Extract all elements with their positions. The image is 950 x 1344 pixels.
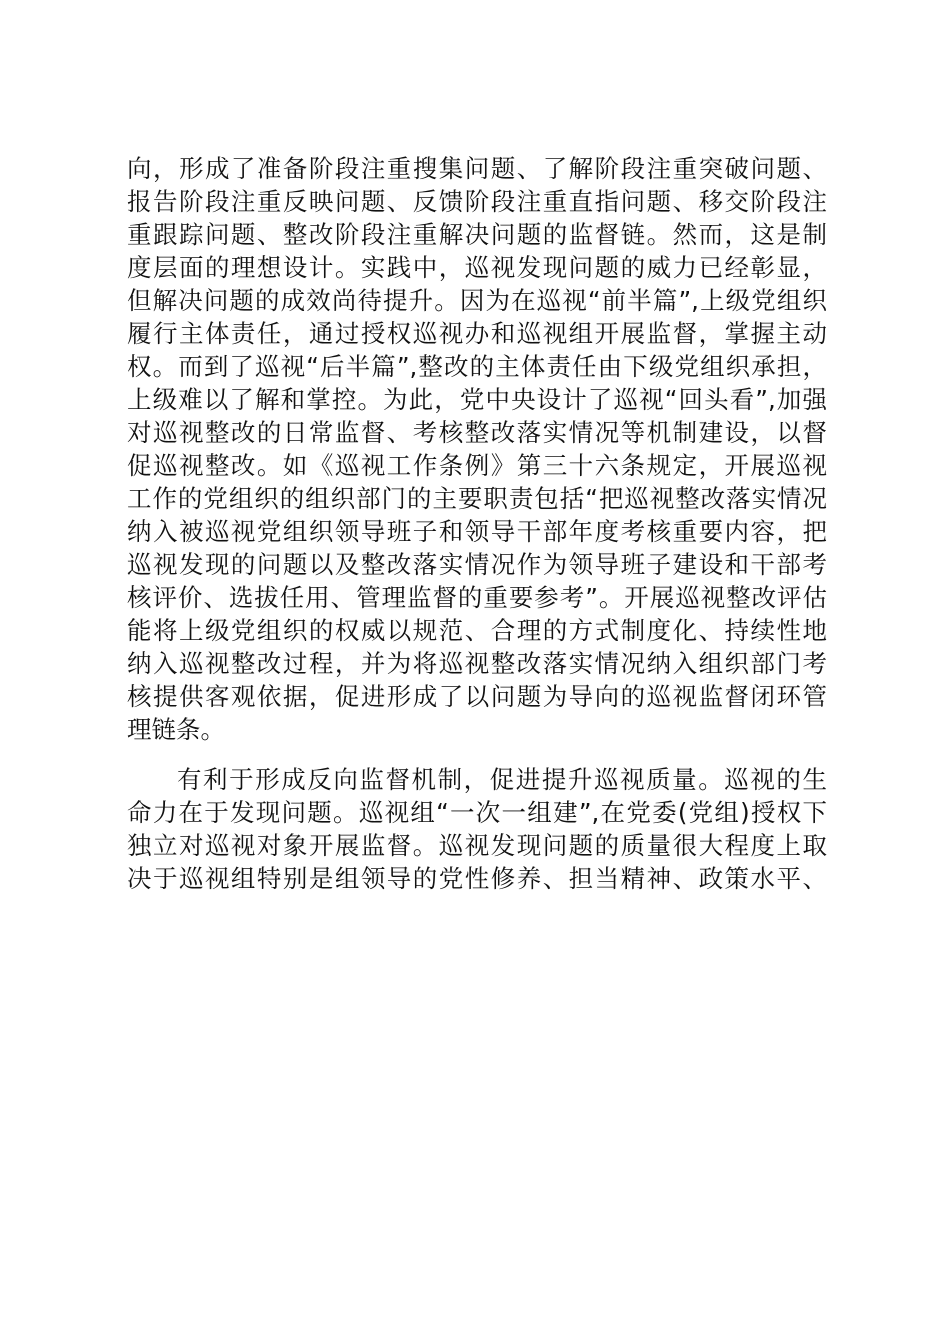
paragraph-1-line: 向，形成了准备阶段注重搜集问题、了解阶段注重突破问题、: [127, 154, 827, 183]
paragraph-gap: [127, 746, 827, 763]
paragraph-2-line: 独立对巡视对象开展监督。巡视发现问题的质量很大程度上取: [127, 831, 827, 860]
paragraph-2: [127, 763, 827, 895]
paragraph-1-line: 能将上级党组织的权威以规范、合理的方式制度化、持续性地: [127, 616, 827, 645]
paragraph-1-line: 巡视发现的问题以及整改落实情况作为领导班子建设和干部考: [127, 550, 827, 579]
paragraph-1-line: 权。而到了巡视“后半篇”,整改的主体责任由下级党组织承担，: [127, 352, 827, 381]
document-page: [127, 152, 827, 895]
paragraph-1-line: 纳入巡视整改过程，并为将巡视整改落实情况纳入组织部门考: [127, 649, 827, 678]
paragraph-1-line: 核评价、选拔任用、管理监督的重要参考”。开展巡视整改评估: [127, 583, 827, 612]
paragraph-1-line: 但解决问题的成效尚待提升。因为在巡视“前半篇”,上级党组织: [127, 286, 827, 315]
paragraph-1-line: 度层面的理想设计。实践中，巡视发现问题的威力已经彰显，: [127, 253, 827, 282]
paragraph-1: [127, 152, 827, 746]
paragraph-1-line: 报告阶段注重反映问题、反馈阶段注重直指问题、移交阶段注: [127, 187, 827, 216]
paragraph-2-line: 命力在于发现问题。巡视组“一次一组建”,在党委(党组)授权下: [127, 798, 827, 827]
paragraph-1-line: 理链条。: [127, 715, 225, 744]
paragraph-1-line: 对巡视整改的日常监督、考核整改落实情况等机制建设，以督: [127, 418, 827, 447]
paragraph-1-line: 促巡视整改。如《巡视工作条例》第三十六条规定，开展巡视: [127, 451, 827, 480]
paragraph-1-line: 履行主体责任，通过授权巡视办和巡视组开展监督，掌握主动: [127, 319, 827, 348]
paragraph-2-line: 有利于形成反向监督机制，促进提升巡视质量。巡视的生: [177, 765, 827, 794]
paragraph-1-line: 工作的党组织的组织部门的主要职责包括“把巡视整改落实情况: [127, 484, 827, 513]
paragraph-1-line: 重跟踪问题、整改阶段注重解决问题的监督链。然而，这是制: [127, 220, 827, 249]
paragraph-1-line: 纳入被巡视党组织领导班子和领导干部年度考核重要内容，把: [127, 517, 827, 546]
paragraph-1-line: 核提供客观依据，促进形成了以问题为导向的巡视监督闭环管: [127, 682, 827, 711]
paragraph-1-line: 上级难以了解和掌控。为此，党中央设计了巡视“回头看”,加强: [127, 385, 827, 414]
paragraph-2-line: 决于巡视组特别是组领导的党性修养、担当精神、政策水平、: [127, 864, 827, 893]
